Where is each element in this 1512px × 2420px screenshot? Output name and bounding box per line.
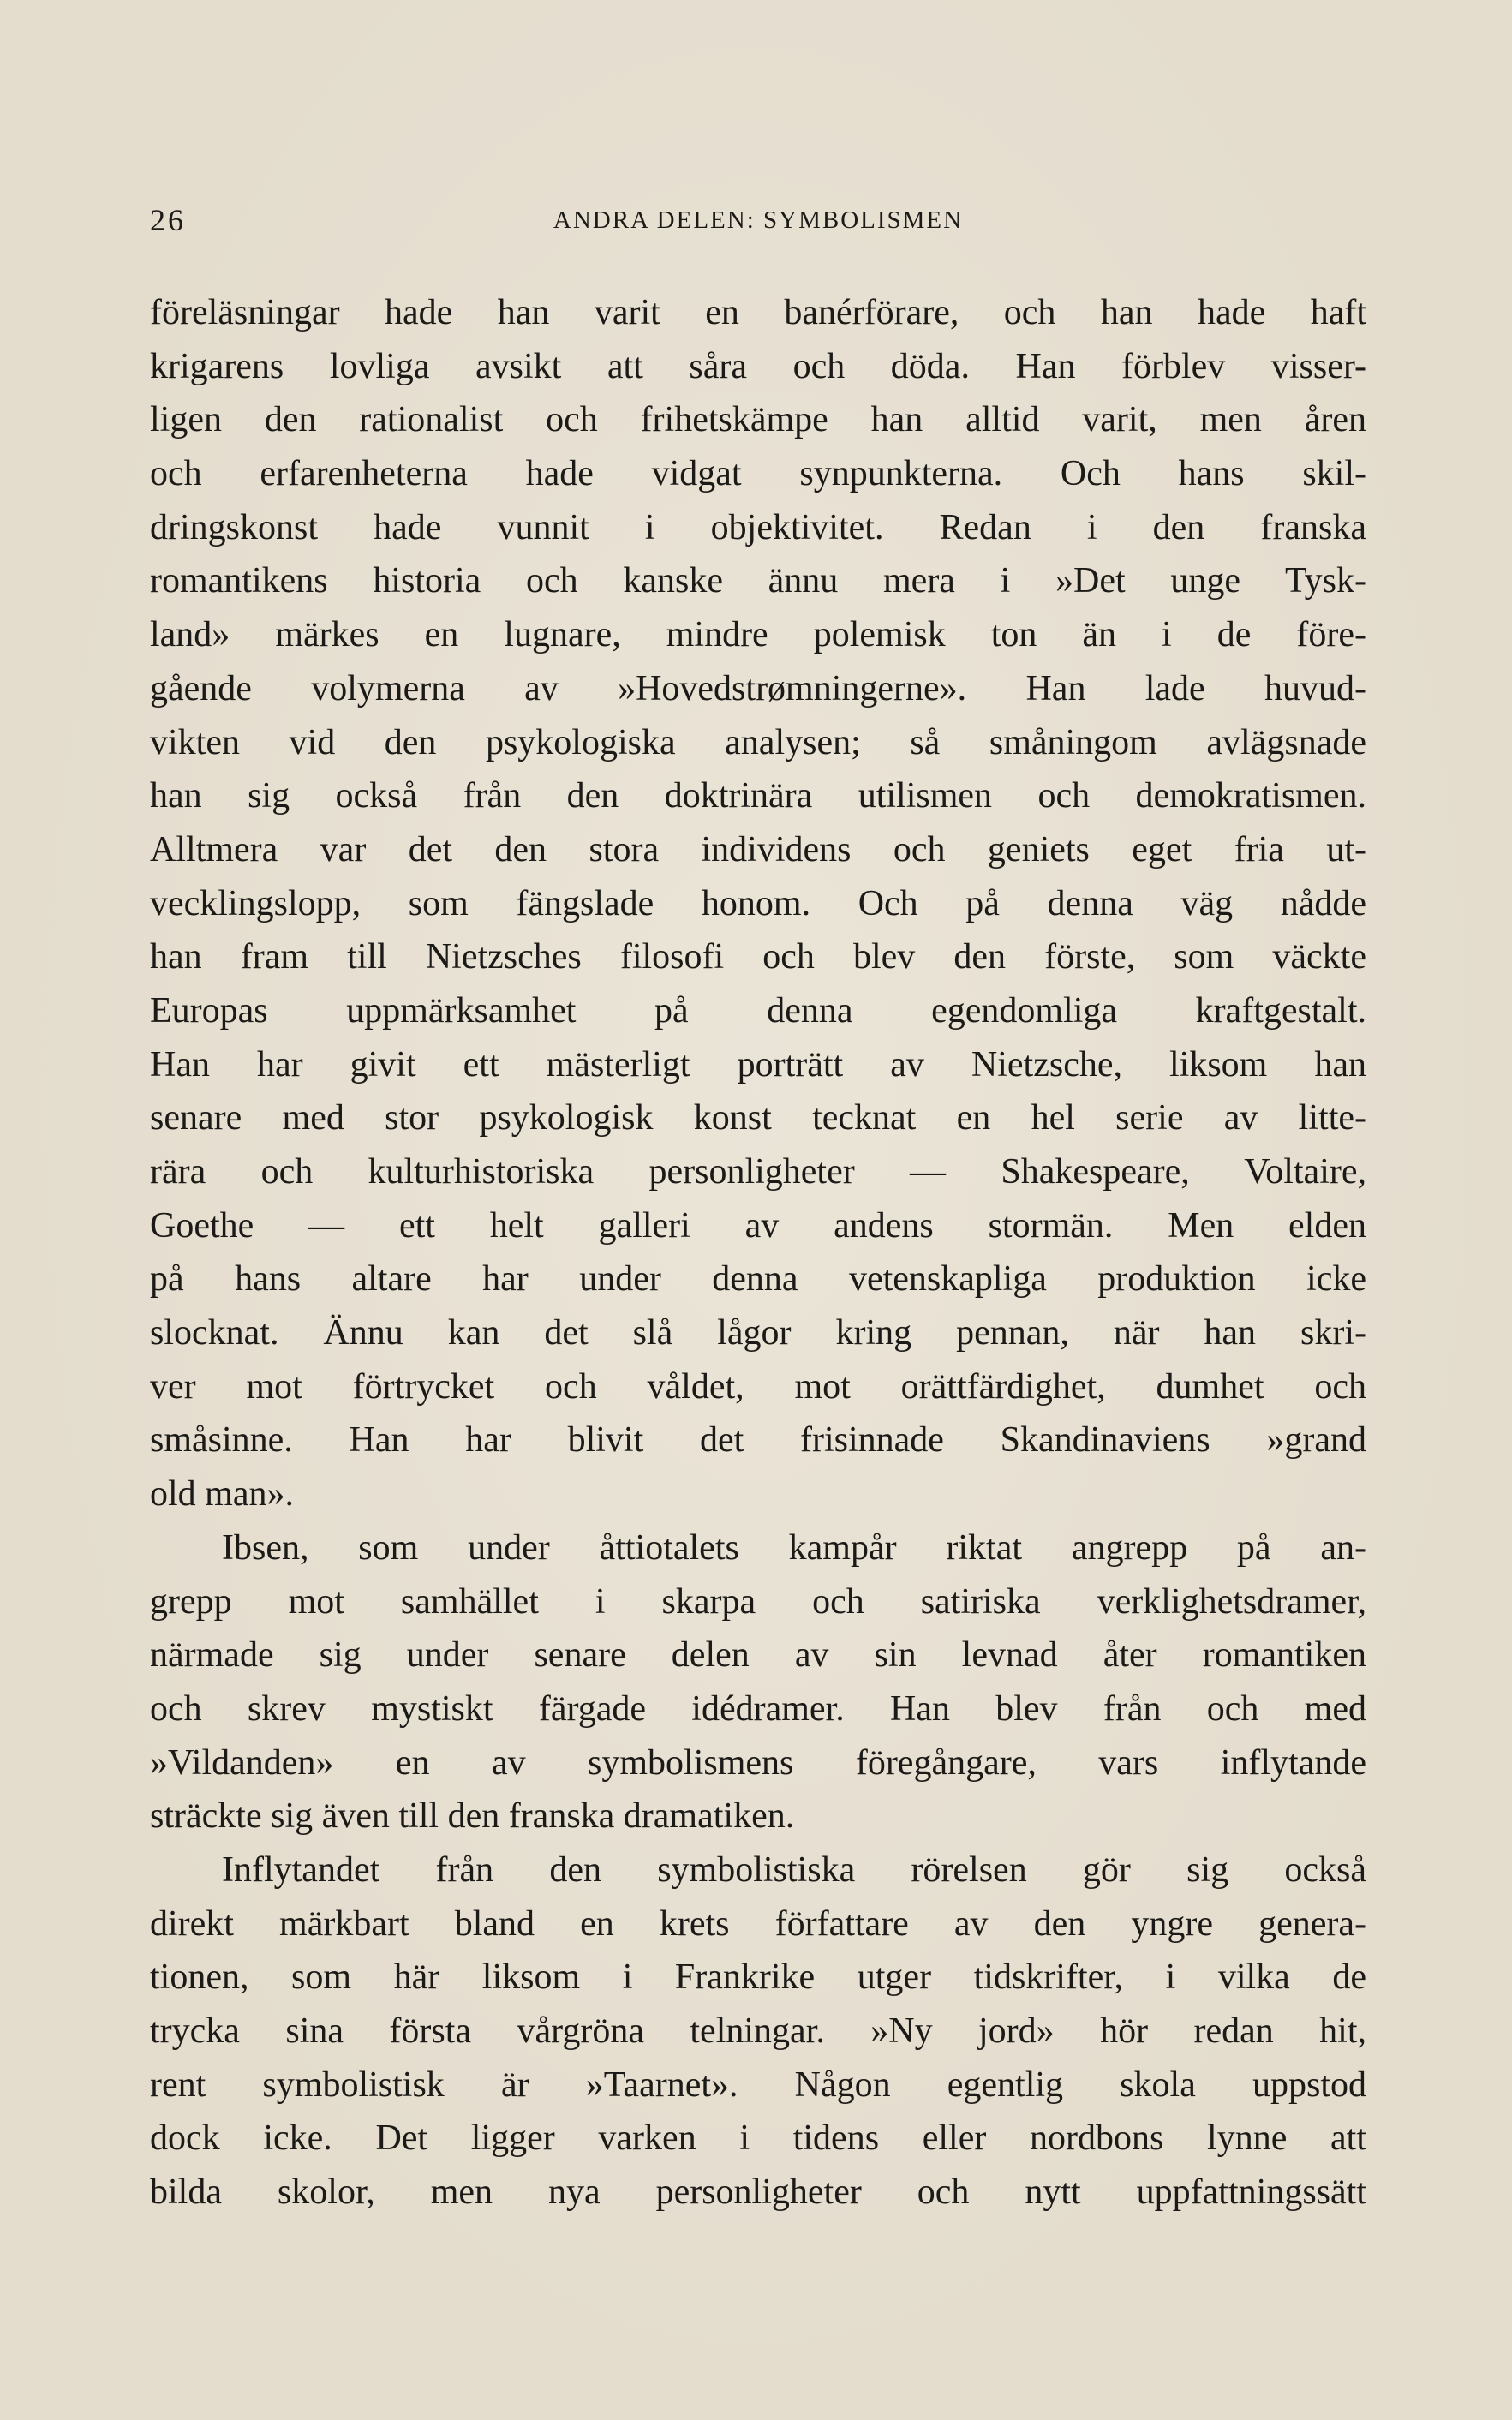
paragraph bbox=[150, 286, 1366, 1521]
text-line: rent symbolistisk är »Taarnet». Någon egentlig skola uppstod bbox=[150, 2064, 1366, 2105]
text-line: vikten vid den psykologiska analysen; så småningom avlägsnade bbox=[150, 722, 1366, 762]
text-line: han fram till Nietzsches filosofi och blev den förste, som väckte bbox=[150, 937, 1366, 977]
text-line: direkt märkbart bland en krets författare av den yngre genera- bbox=[150, 1903, 1366, 1944]
text-line: krigarens lovliga avsikt att såra och döda. Han förblev visser- bbox=[150, 346, 1366, 386]
body-text bbox=[150, 286, 1366, 2220]
text-line: ver mot förtrycket och våldet, mot orättfärdighet, dumhet och bbox=[150, 1366, 1366, 1407]
text-line: romantikens historia och kanske ännu mera i »Det unge Tysk- bbox=[150, 561, 1366, 601]
text-line: rära och kulturhistoriska personligheter — Shakespeare, Voltaire, bbox=[150, 1152, 1366, 1192]
text-line: han sig också från den doktrinära utilismen och demokratismen. bbox=[150, 776, 1366, 816]
page-number: 26 bbox=[150, 203, 186, 237]
paragraph bbox=[150, 1521, 1366, 1843]
text-line: old man». bbox=[150, 1474, 294, 1515]
text-line: trycka sina första vårgröna telningar. »Ny jord» hör redan hit, bbox=[150, 2011, 1366, 2051]
text-line: Inflytandet från den symbolistiska rörelsen gör sig också bbox=[222, 1849, 1366, 1890]
text-line: vecklingslopp, som fängslade honom. Och på denna väg nådde bbox=[150, 883, 1366, 923]
text-line: dringskonst hade vunnit i objektivitet. Redan i den franska bbox=[150, 507, 1366, 547]
text-line: och erfarenheterna hade vidgat synpunkterna. Och hans skil- bbox=[150, 454, 1366, 494]
text-line: Goethe — ett helt galleri av andens stormän. Men elden bbox=[150, 1205, 1366, 1246]
running-head bbox=[150, 199, 1366, 242]
text-line: »Vildanden» en av symbolismens föregångare, vars inflytande bbox=[150, 1742, 1366, 1783]
text-line: tionen, som här liksom i Frankrike utger tidskrifter, i vilka de bbox=[150, 1957, 1366, 1998]
text-line: Europas uppmärksamhet på denna egendomliga kraftgestalt. bbox=[150, 990, 1366, 1031]
text-line: senare med stor psykologisk konst tecknat en hel serie av litte- bbox=[150, 1098, 1366, 1138]
text-line: småsinne. Han har blivit det frisinnade Skandinaviens »grand bbox=[150, 1420, 1366, 1461]
text-line: dock icke. Det ligger varken i tidens eller nordbons lynne att bbox=[150, 2118, 1366, 2159]
text-line: Han har givit ett mästerligt porträtt av Nietzsche, liksom han bbox=[150, 1044, 1366, 1085]
text-line: Ibsen, som under åttiotalets kampår riktat angrepp på an- bbox=[222, 1527, 1366, 1568]
text-line: bilda skolor, men nya personligheter och nytt uppfattningssätt bbox=[150, 2172, 1366, 2213]
text-line: och skrev mystiskt färgade idédramer. Han blev från och med bbox=[150, 1688, 1366, 1729]
text-line: grepp mot samhället i skarpa och satiriska verklighetsdramer, bbox=[150, 1581, 1366, 1622]
text-line: slocknat. Ännu kan det slå lågor kring pennan, när han skri- bbox=[150, 1313, 1366, 1353]
header-title: ANDRA DELEN: SYMBOLISMEN bbox=[553, 206, 964, 234]
text-line: på hans altare har under denna vetenskapliga produktion icke bbox=[150, 1259, 1366, 1300]
text-line: sträckte sig även till den franska dramatiken. bbox=[150, 1796, 795, 1837]
text-line: föreläsningar hade han varit en banérförare, och han hade haft bbox=[150, 293, 1366, 332]
text-line: land» märkes en lugnare, mindre polemisk ton än i de före- bbox=[150, 615, 1366, 655]
text-line: närmade sig under senare delen av sin levnad åter romantiken bbox=[150, 1635, 1366, 1676]
text-line: Alltmera var det den stora individens och geniets eget fria ut- bbox=[150, 829, 1366, 869]
text-line: ligen den rationalist och frihetskämpe han alltid varit, men åren bbox=[150, 400, 1366, 440]
paragraph bbox=[150, 1843, 1366, 2220]
text-line: gående volymerna av »Hovedstrømningerne». Han lade huvud- bbox=[150, 668, 1366, 708]
